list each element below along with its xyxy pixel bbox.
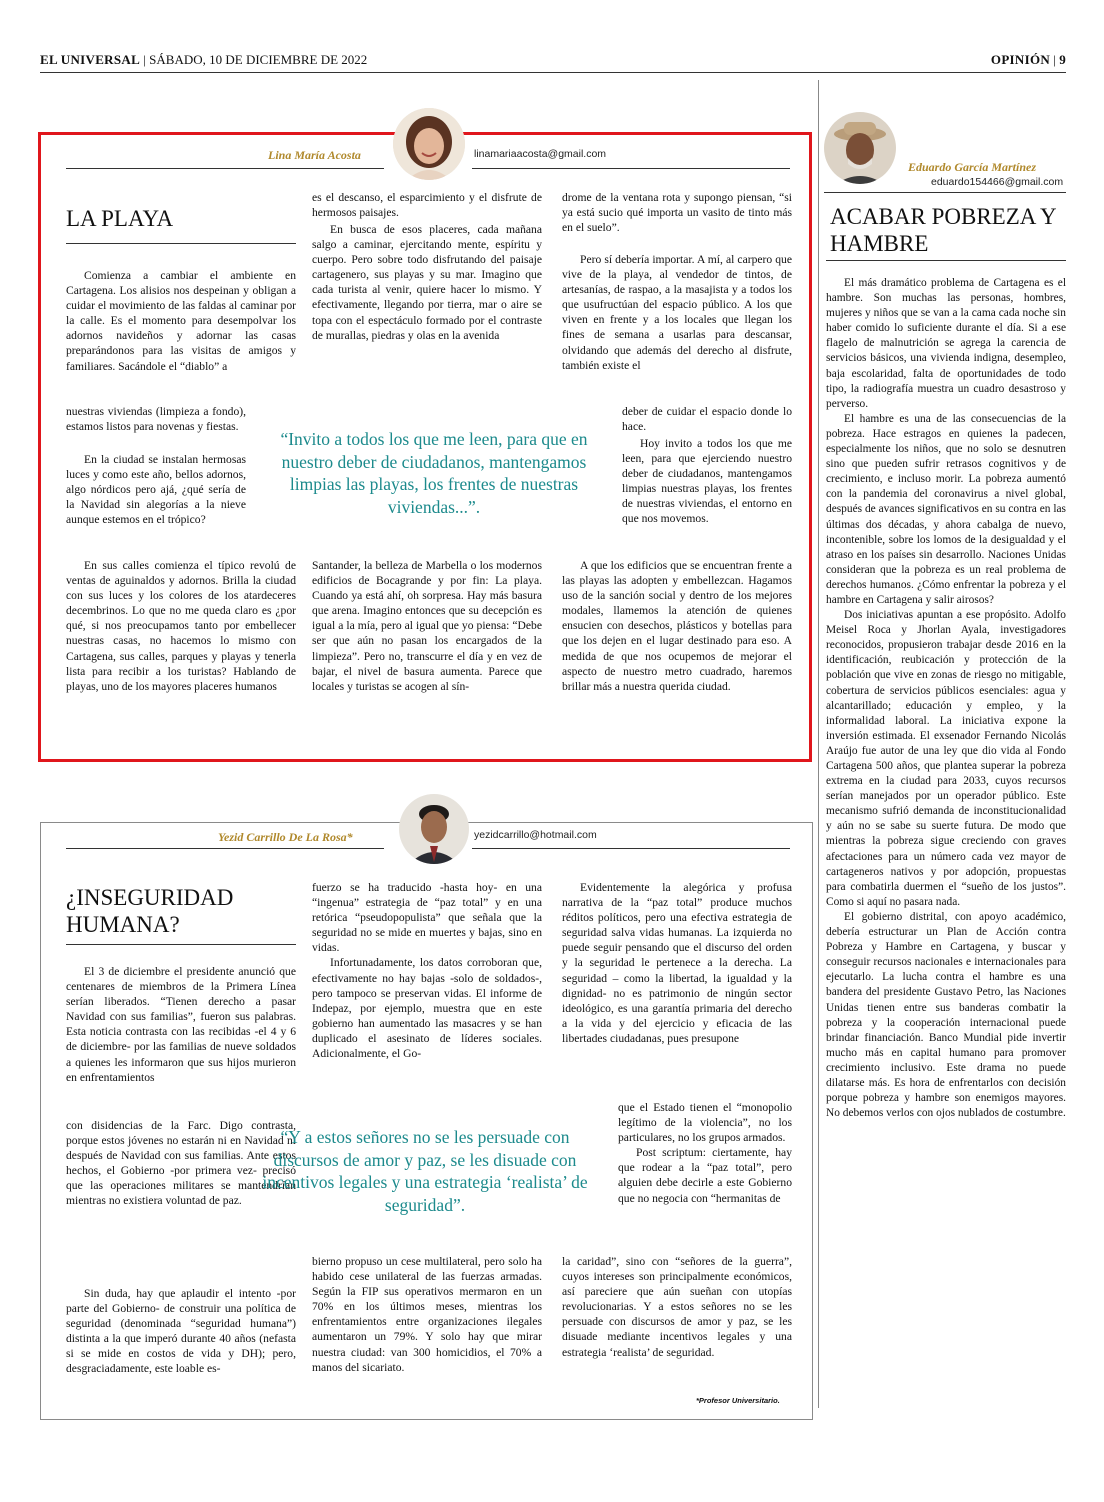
article-column-1a [66, 268, 296, 406]
author-email[interactable]: eduardo154466@gmail.com [931, 176, 1064, 188]
article-column-3d [562, 1254, 792, 1390]
author-email[interactable]: linamariaacosta@gmail.com [474, 148, 607, 160]
section-name: OPINIÓN [990, 52, 1051, 67]
paragraph: que el Estado tienen el “monopolio legítimo de la violencia”, no los particulares, no los grupos armados. [618, 1101, 792, 1145]
paragraph: bierno propuso un cese multilateral, pero solo ha habido cese unilateral de las fuerzas armadas. Según la FIP sus operativos mermaron en un 70% en los últimos meses, mientras los enfrentamientos entre organizaciones ilegales aumentaron un 79%. Y solo hay que mirar nuestra ciudad: van 300 homicidios, el 70% a manos del sicariato. [312, 1255, 542, 1374]
column-divider [818, 80, 819, 1408]
issue-date: SÁBADO, 10 DE DICIEMBRE DE 2022 [149, 52, 368, 67]
byline-rule-right [472, 168, 790, 169]
article-title: ¿INSEGURIDAD HUMANA? [66, 885, 234, 937]
article-column-3d [622, 436, 792, 558]
article-column-3b [618, 1100, 792, 1254]
author-photo-yezid [399, 794, 469, 864]
author-name: Lina María Acosta [268, 148, 361, 162]
article-body [826, 276, 1066, 1404]
paragraph: A que los edificios que se encuentran frente a las playas las adopten y embellezcan. Hagamos uso de la sanción social y dentro de los mejores modales, llamemos la atención de quienes ensucien con desechos, plásticos y botellas para que los dejen en el lugar destinado para eso. A medida de que nos ocupemos de mejorar el aspecto de nuestro metro cuadrado, haremos brillar más a nuestra querida ciudad. [562, 559, 792, 693]
article-column-2a [312, 190, 542, 222]
article-title: ACABAR POBREZA Y HAMBRE [830, 204, 1056, 256]
page-number: 9 [1059, 52, 1066, 67]
article-column-2c [312, 558, 542, 743]
paragraph: Sin duda, hay que aplaudir el intento -por parte del Gobierno- de construir una política de seguridad (denominada “seguridad humana”) distinta a la que imperó durante 40 años (nefasta si se mide en costos de vida y DH); pero, desgraciadamente, este loable es- [66, 1287, 296, 1376]
paragraph: Dos iniciativas apuntan a ese propósito. Adolfo Meisel Roca y Jhorlan Ayala, investigadores reconocidos, propusieron trabajar desde 2016 en la identificación, reubicación y protección de la población que vive en zonas de riesgo no mitigable, cobertura de servicios públicos esenciales: agua y alcantarillado; educación y empleo, y la informalidad laboral. La iniciativa expone la inversión estimada. El exsenador Fernando Nicolás Araújo fue autor de una ley que dio vida al Fondo Cartagena 500 años, que plantea superar la pobreza extrema en la ciudad para 2033, cuyos recursos serían manejados por un operador público. Este mecanismo sufrió demanda de inconstitucionalidad y aún no se sabe su suerte futura. De modo que mientras la pobreza sigue creciendo con graves afectaciones para un número cada vez mayor de cartageneros nativos y por adopción, propuestas para combatirla duermen el “sueño de los justos”. Como si aquí no pasara nada. [826, 609, 1066, 908]
newspaper-name: EL UNIVERSAL [40, 52, 141, 67]
paragraph: la caridad”, sino con “señores de la guerra”, cuyos intereses son principalmente económicos, así pareciere que aún sueñan con utopías revolucionarias. Y a estos señores no se les persuade con discursos de amor y paz, se les disuade mediante incentivos legales y una estrategia ‘realista’ de seguridad. [562, 1255, 792, 1359]
section-label [991, 52, 1066, 68]
paragraph: El hambre es una de las consecuencias de la pobreza. Hace estragos en quienes la padecen, especialmente los niños, que no solo se desnutren sino que pueden sufrir retrasos cognitivos y de crecimiento, e incluso morir. La pobreza aumentó con la pandemia del coronavirus a nivel global, después de avances significativos en su contra en las últimas dos décadas, y ahora cabalga de nuevo, incontenible, sobre los lomos de la desigualdad y el atraso en los países sin desarrollo. Naciones Unidas consideran que la pobreza es un real problema de derechos humanos. ¿Cómo enfrentar la pobreza y el hambre en Cartagena y salir airosos? [826, 412, 1066, 606]
masthead-separator: | [143, 52, 150, 67]
article-column-1b [66, 404, 246, 450]
pull-quote: “Invito a todos los que me leen, para que en nuestro deber de ciudadanos, mantengamos limpias las playas, los frentes de nuestras viviendas...”. [280, 429, 588, 517]
paragraph: Pero sí debería importar. A mí, al carpero que vive de la playa, al vendedor de tintos, de artesanías, de raspao, a la masajista y a todos los que usufructúan del espacio público. A los que viven en frente y a los locales que llegan los fines de semana a usarlas para descansar, olvidando que además del derecho al disfrute, también existe el [562, 253, 792, 372]
section-separator: | [1053, 52, 1060, 67]
article-column-2b [312, 222, 542, 418]
article-column-2c [312, 1254, 542, 1410]
article-column-2a [312, 880, 542, 1098]
paragraph: con disidencias de la Farc. Digo contrasta, porque estos jóvenes no estarán ni en Navidad ni después de Navidad con sus familias. Ante estos hechos, el Gobierno -por primera vez- precisó que las operaciones militares se mantendrían mientras no existiera voluntad de paz. [66, 1119, 296, 1208]
paragraph: Santander, la belleza de Marbella o los modernos edificios de Bocagrande y por fin: La playa. Cuando ya está ahí, oh sorpresa. Hay más basura que arena. Imagino entonces que su decepción es igual a la mía, pero al igual que yo piensa: “Debe ser que aún no pasan los encargados de la limpieza”. Pero no, transcurre el día y en vez de bajar, el nivel de basura aumenta. Parece que locales y turistas se acogen al sín- [312, 559, 542, 693]
author-photo-lina [393, 108, 465, 180]
author-photo-eduardo [824, 112, 896, 184]
paragraph: Evidentemente la alegórica y profusa narrativa de la “paz total” produce muchos réditos políticos, pero una efectiva estrategia de seguridad salva vidas humanas. La izquierda no puede seguir pensando que el discurso del orden y la seguridad le pertenece a la derecha. La seguridad – como la libertad, la igualdad y la dignidad- no es patrimonio de ningún sector ideológico, es una garantía primaria del derecho a la vida y del ejercicio y eficacia de las libertades ciudadanas, pues presupone [562, 881, 792, 1045]
byline-rule-left [66, 168, 384, 169]
author-name: Yezid Carrillo De La Rosa* [218, 830, 353, 844]
title-rule [826, 260, 1066, 261]
paragraph: En la ciudad se instalan hermosas luces y como este año, bellos adornos, algo nórdicos pero ajá, ¿qué sería de la Navidad sin alegorías a la nieve aunque estemos en el trópico? [66, 453, 246, 527]
paragraph: El gobierno distrital, con apoyo académico, debería estructurar un Plan de Acción contra Pobreza y Hambre en Cartagena, y buscar y conseguir recursos nacionales e internacionales para ejecutarlo. La lucha contra el hambre es una bandera del presidente Gustavo Petro, las Naciones Unidas tienen entre sus banderas combatir la pobreza y la cooperación internacional puede brindar financiación. Banco Mundial pide invertir mucho más en capital humano para promover crecimiento inclusivo. Este drama no puede dilatarse más. Es hora de enfrentarlos con decisión porque pobreza y hambre son enemigos mayores. No debemos verlos con ojos nublados de costumbre. [826, 910, 1066, 1120]
paragraph: Post scriptum: ciertamente, hay que rodear a la “paz total”, pero alguien debe decirle a este Gobierno que no negocia con “hermanitas de [618, 1146, 792, 1205]
author-email[interactable]: yezidcarrillo@hotmail.com [474, 829, 597, 841]
paragraph: En busca de esos placeres, cada mañana salgo a caminar, ejercitando mente, espíritu y cuerpo. Pero sobre todo disfrutando del paisaje cartagenero, sus playas y su mar. Imagino que cada turista al venir, quiere hacer lo mismo. Y efectivamente, llegando por tierra, mar o aire se topa con el espectáculo formado por el contraste de murallas, piedras y olas en la avenida [312, 223, 542, 342]
article-column-3c [622, 404, 792, 436]
byline-rule [824, 192, 1066, 193]
author-footnote: *Profesor Universitario. [696, 1396, 780, 1405]
paragraph: Hoy invito a todos los que me leen, para que ejerciendo nuestro deber de ciudadanos, mantengamos limpias nuestras playas, los frentes de nuestras viviendas, el entorno en que nos movemos. [622, 437, 792, 526]
paragraph: fuerzo se ha traducido -hasta hoy- en una “ingenua” estrategia de “paz total” y en una retórica “pseudopopulista” que señala que la seguridad no se mide en muertes y bajas, sino en vidas. [312, 881, 542, 955]
pull-quote: “Y a estos señores no se les persuade con discursos de amor y paz, se les disuade con incentivos legales y una estrategia ‘realista’ de seguridad”. [262, 1127, 588, 1215]
author-name: Eduardo García Martínez [908, 160, 1037, 174]
article-title: LA PLAYA [66, 206, 174, 231]
article-column-3a [562, 190, 792, 252]
title-rule [66, 243, 296, 244]
paragraph: drome de la ventana rota y supongo piensan, “si ya está sucio qué importa un vasito de tinto más en el suelo”. [562, 191, 792, 235]
article-column-3b [562, 252, 792, 404]
paragraph: deber de cuidar el espacio donde lo hace. [622, 405, 792, 434]
paragraph: Comienza a cambiar el ambiente en Cartagena. Los alisios nos despeinan y obligan a cuidar el movimiento de las faldas al caminar por la calle. Es el momento para desempolvar los adornos navideños y adornar las casas preparándonos para las visitas de amigos y familiares. Sacándole el “diablo” a [66, 269, 296, 373]
header-rule [40, 72, 1066, 73]
article-column-3e [562, 558, 792, 743]
paragraph: El más dramático problema de Cartagena es el hambre. Son muchas las personas, hombres, mujeres y niños que se van a la cama cada noche sin haber comido lo suficiente durante el día. Si a ese flagelo de malnutrición se agrega la carencia de servicios básicos, una vivienda indigna, desempleo, baja escolaridad, falta de oportunidades de todo tipo, la radiografía muestra un cuadro desastroso y perverso. [826, 277, 1066, 410]
title-rule [66, 944, 296, 945]
paragraph: nuestras viviendas (limpieza a fondo), estamos listos para novenas y fiestas. [66, 405, 246, 434]
paragraph: es el descanso, el esparcimiento y el disfrute de hermosos paisajes. [312, 191, 542, 220]
article-column-1a [66, 964, 296, 1118]
article-column-1c [66, 452, 246, 556]
masthead [40, 52, 367, 68]
article-column-3a [562, 880, 792, 1100]
byline-rule-left [66, 848, 384, 849]
paragraph: El 3 de diciembre el presidente anunció que centenares de miembros de la Primera Línea serían liberados. “Tienen derecho a pasar Navidad con sus familias”, fueron sus palabras. Esta noticia contrasta con las recibidas -el 4 y 6 de diciembre- por las familias de nueve soldados a quienes les informaron que sus hijos murieron en enfrentamientos [66, 965, 296, 1084]
paragraph: Infortunadamente, los datos corroboran que, efectivamente no hay bajas -solo de soldados-, pero tampoco se preservan vidas. El informe de Indepaz, por ejemplo, muestra que en este gobierno han aumentado las masacres y se han duplicado el asesinato de líderes sociales. Adicionalmente, el Go- [312, 956, 542, 1061]
article-column-1c [66, 1286, 296, 1408]
byline-rule-right [472, 848, 790, 849]
paragraph: En sus calles comienza el típico revolú de ventas de aguinaldos y adornos. Brilla la ciudad con sus luces y los colores de los atardeceres decembrinos. Lo que no me queda claro es ¿por qué, si nos preocupamos tanto por embellecer nuestras casas, no hacemos lo mismo con Cartagena, sus calles, parques y playas y tenerla lista para recibir a los turistas? Hablando de playas, uno de los mayores placeres humanos [66, 559, 296, 693]
article-column-1d [66, 558, 296, 743]
